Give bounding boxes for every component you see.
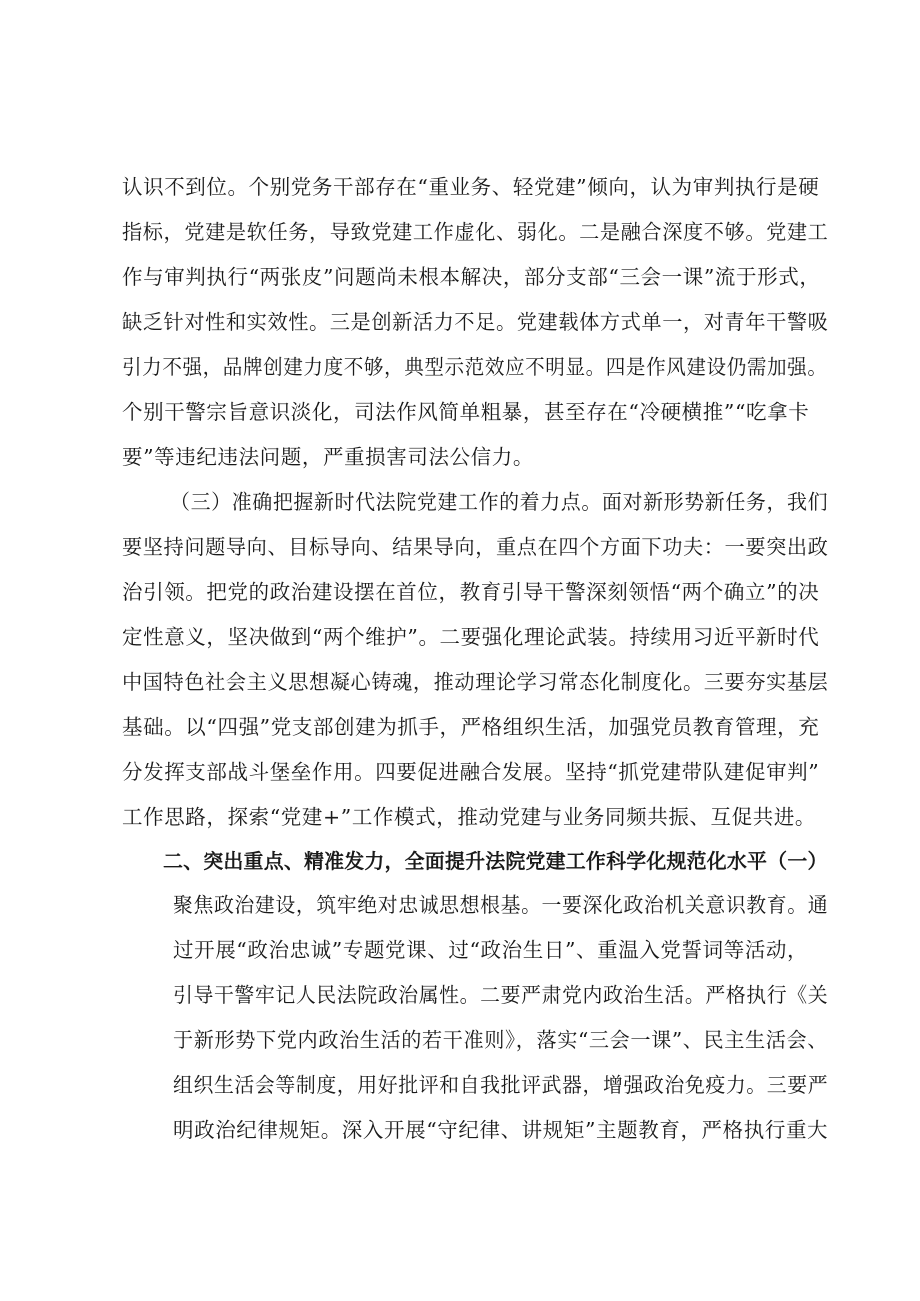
paragraph-2-line-3: 治引领。把党的政治建设摆在首位，教育引导干警深刻领悟“两个确立”的决 (122, 580, 820, 604)
paragraph-2-line-5: 中国特色社会主义思想凝心铸魂，推动理论学习常态化制度化。三要夯实基层 (122, 670, 829, 694)
paragraph-1-line-5: 引力不强，品牌创建力度不够，典型示范效应不明显。四是作风建设仍需加强。 (122, 355, 828, 379)
paragraph-1-line-1: 认识不到位。个别党务干部存在“重业务、轻党建”倾向，认为审判执行是硬 (122, 175, 820, 199)
paragraph-1-line-7: 要”等违纪违法问题，严重损害司法公信力。 (122, 445, 534, 469)
paragraph-3-line-2: 过开展“政治忠诚”专题党课、过“政治生日”、重温入党誓词等活动， (173, 938, 809, 962)
section-heading: 二、突出重点、精准发力，全面提升法院党建工作科学化规范化水平（一） (163, 849, 828, 873)
paragraph-2-line-7: 分发挥支部战斗堡垒作用。四要促进融合发展。坚持“抓党建带队建促审判” (122, 760, 820, 784)
paragraph-3-line-4: 于新形势下党内政治生活的若干准则》，落实“三会一课”、民主生活会、 (173, 1028, 829, 1052)
paragraph-1-line-2: 指标，党建是软任务，导致党建工作虚化、弱化。二是融合深度不够。党建工 (122, 220, 829, 244)
paragraph-2-line-2: 要坚持问题导向、目标导向、结果导向，重点在四个方面下功夫：一要突出政 (122, 535, 829, 559)
paragraph-1-line-6: 个别干警宗旨意识淡化，司法作风简单粗暴，甚至存在“冷硬横推”“吃拿卡 (122, 400, 810, 424)
paragraph-1-line-3: 作与审判执行“两张皮”问题尚未根本解决，部分支部“三会一课”流于形式， (122, 265, 821, 289)
paragraph-1-line-4: 缺乏针对性和实效性。三是创新活力不足。党建载体方式单一，对青年干警吸 (122, 310, 829, 334)
paragraph-3-line-6: 明政治纪律规矩。深入开展“守纪律、讲规矩”主题教育，严格执行重大 (173, 1118, 829, 1142)
paragraph-2-line-8: 工作思路，探索“党建+”工作模式，推动党建与业务同频共振、互促共进。 (122, 805, 817, 829)
paragraph-3-line-3: 引导干警牢记人民法院政治属性。二要严肃党内政治生活。严格执行《关 (173, 983, 829, 1007)
paragraph-3-line-5: 组织生活会等制度，用好批评和自我批评武器，增强政治免疫力。三要严 (173, 1073, 829, 1097)
paragraph-2-line-1: （三）准确把握新时代法院党建工作的着力点。面对新形势新任务，我们 (170, 490, 829, 514)
paragraph-2-line-6: 基础。以“四强”党支部创建为抓手，严格组织生活，加强党员教育管理，充 (122, 715, 820, 739)
paragraph-3-line-1: 聚焦政治建设，筑牢绝对忠诚思想根基。一要深化政治机关意识教育。通 (173, 893, 829, 917)
paragraph-2-line-4: 定性意义，坚决做到“两个维护”。二要强化理论武装。持续用习近平新时代 (122, 625, 820, 649)
